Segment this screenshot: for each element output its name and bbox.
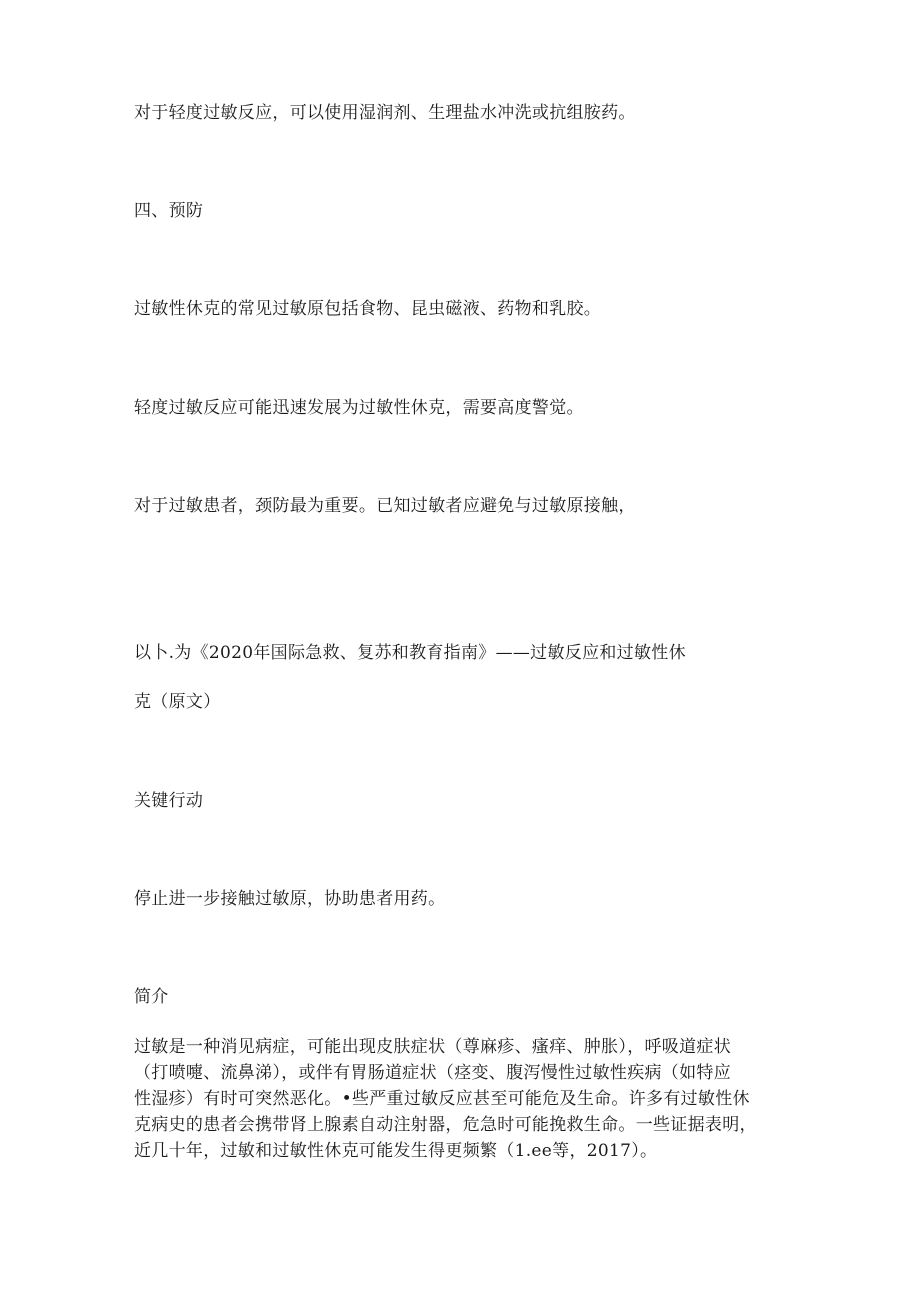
document-title-line-1: 以卜.为《2020年国际急救、复苏和教育指南》——过敏反应和过敏性休 <box>134 643 686 663</box>
paragraph-rapid-progression: 轻度过敏反应可能迅速发展为过敏性休克，需要高度警觉。 <box>134 398 584 418</box>
section-heading-key-actions: 关键行动 <box>134 791 204 811</box>
intro-line: 性湿疹）有时可突然恶化。•些严重过敏反应甚至可能危及生命。许多有过敏性休 <box>134 1089 750 1109</box>
intro-line: 近几十年，过敏和过敏性休克可能发生得更频繁（1.ee等，2017）。 <box>134 1141 658 1161</box>
document-title-line-2: 克（原文） <box>134 692 221 712</box>
paragraph-key-action: 停止进一步接触过敏原，协助患者用药。 <box>134 889 446 909</box>
section-heading-prevention: 四、预防 <box>134 201 204 221</box>
paragraph-introduction <box>134 1034 794 1164</box>
intro-line: 过敏是一种消见病症，可能出现皮肤症状（尊麻疹、瘙痒、肿胀），呼吸道症状 <box>134 1037 731 1057</box>
paragraph-prevention-importance: 对于过敏患者，颈防最为重要。已知过敏者应避免与过敏原接触， <box>134 496 636 516</box>
intro-line: （打喷嚏、流鼻涕），或伴有胃肠道症状（痉变、腹泻慢性过敏性疾病（如特应 <box>134 1063 731 1083</box>
intro-line: 克病史的患者会携带肾上腺素自动注射器，危急时可能挽救生命。一些证据表明， <box>134 1115 757 1135</box>
paragraph-mild-reaction-treatment: 对于轻度过敏反应，可以使用湿润剂、生理盐水冲洗或抗组胺药。 <box>134 103 636 123</box>
paragraph-common-allergens: 过敏性休克的常见过敏原包括食物、昆虫磁液、药物和乳胶。 <box>134 299 602 319</box>
section-heading-introduction: 简介 <box>134 987 169 1007</box>
